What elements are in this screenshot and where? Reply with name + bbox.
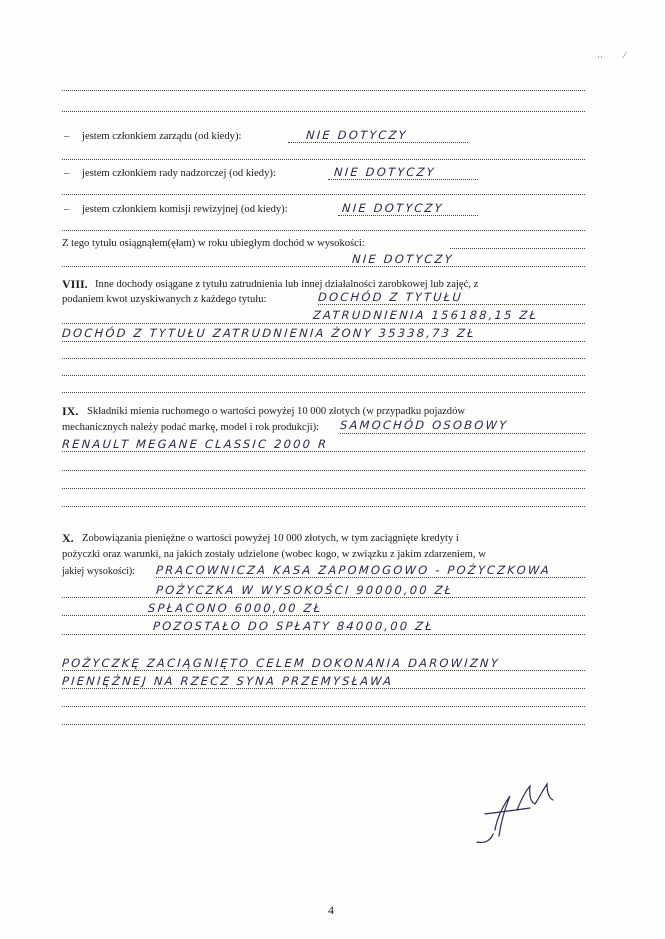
handwritten-entry: RENAULT MEGANE CLASSIC 2000 R — [61, 437, 329, 451]
handwritten-entry: POZOSTAŁO DO SPŁATY 84000,00 ZŁ — [152, 619, 435, 633]
dotted-line — [156, 577, 585, 578]
handwritten-entry: POŻYCZKĘ ZACIĄGNIĘTO CELEM DOKONANIA DAROWIZNY — [61, 656, 501, 670]
handwritten-entry: SPŁACONO 6000,00 ZŁ — [147, 601, 323, 615]
handwritten-entry: PIENIĘŻNEJ NA RZECZ SYNA PRZEMYSŁAWA — [61, 674, 394, 688]
scan-mark: ·· — [597, 52, 603, 62]
bullet: – — [64, 131, 70, 142]
dotted-line — [62, 488, 585, 489]
dotted-line — [288, 142, 468, 143]
section-text: podaniem kwot uzyskiwanych z każdego tytułu: — [62, 294, 267, 305]
dotted-line — [62, 358, 585, 359]
audit-label: jestem członkiem komisji rewizyjnej (od kiedy): — [82, 204, 288, 215]
dotted-line — [62, 392, 585, 393]
handwritten-entry: SAMOCHÓD OSOBOWY — [339, 418, 509, 432]
handwritten-entry: PRACOWNICZA KASA ZAPOMOGOWO - POŻYCZKOWA — [155, 563, 552, 577]
handwritten-entry: ZATRUDNIENIA 156188,15 ZŁ — [312, 308, 539, 322]
section-text: Inne dochody osiągane z tytułu zatrudnienia lub innej działalności zarobkowej lub zajęć, z — [95, 279, 479, 290]
dotted-line — [62, 470, 585, 471]
handwritten-entry: DOCHÓD Z TYTUŁU ZATRUDNIENIA ŻONY 35338,73 ZŁ — [61, 326, 477, 340]
section-text: Składniki mienia ruchomego o wartości powyżej 10 000 złotych (w przypadku pojazdów — [87, 406, 466, 417]
section-text: mechanicznych należy podać markę, model i rok produkcji): — [62, 422, 320, 433]
supervisory-value: NIE DOTYCZY — [333, 165, 437, 179]
dotted-line — [450, 248, 585, 249]
supervisory-label: jestem członkiem rady nadzorczej (od kiedy): — [82, 168, 276, 179]
signature — [455, 770, 575, 850]
dotted-line — [62, 90, 585, 91]
dotted-line — [318, 304, 585, 305]
handwritten-entry: POŻYCZKA W WYSOKOŚCI 90000,00 ZŁ — [155, 583, 454, 597]
section-number: X. — [62, 531, 74, 545]
dotted-line — [62, 375, 585, 376]
dotted-line — [62, 451, 585, 452]
dotted-line — [62, 341, 585, 342]
dotted-line — [340, 433, 585, 434]
bullet: – — [64, 204, 70, 215]
dotted-line — [62, 706, 585, 707]
section-text: jakiej wysokości): — [62, 566, 136, 577]
dotted-line — [328, 179, 478, 180]
section-number: VIII. — [62, 277, 88, 291]
section-number: IX. — [62, 404, 79, 418]
dotted-line — [62, 323, 585, 324]
scan-mark: ⁄ — [624, 50, 626, 60]
income-label: Z tego tytułu osiągnąłem(ęłam) w roku ubiegłym dochód w wysokości: — [62, 238, 365, 249]
section-text: Zobowiązania pieniężne o wartości powyżej 10 000 złotych, w tym zaciągnięte kredyty i — [82, 533, 459, 544]
dotted-line — [62, 634, 585, 635]
dotted-line — [62, 194, 585, 195]
page-number: 4 — [328, 903, 334, 917]
dotted-line — [62, 688, 585, 689]
dotted-line — [62, 111, 585, 112]
dotted-line — [62, 615, 585, 616]
income-value: NIE DOTYCZY — [351, 252, 455, 266]
dotted-line — [338, 215, 478, 216]
dotted-line — [62, 597, 585, 598]
bullet: – — [64, 168, 70, 179]
dotted-line — [62, 230, 585, 231]
dotted-line — [62, 266, 585, 267]
dotted-line — [62, 159, 585, 160]
management-value: NIE DOTYCZY — [305, 128, 409, 142]
dotted-line — [62, 506, 585, 507]
dotted-line — [62, 670, 585, 671]
dotted-line — [62, 724, 585, 725]
audit-value: NIE DOTYCZY — [341, 201, 445, 215]
handwritten-entry: DOCHÓD Z TYTUŁU — [317, 290, 464, 304]
section-text: pożyczki oraz warunki, na jakich zostały udzielone (wobec kogo, w związku z jakim zdarzeniem, w — [62, 549, 486, 560]
management-label: jestem członkiem zarządu (od kiedy): — [82, 131, 242, 142]
